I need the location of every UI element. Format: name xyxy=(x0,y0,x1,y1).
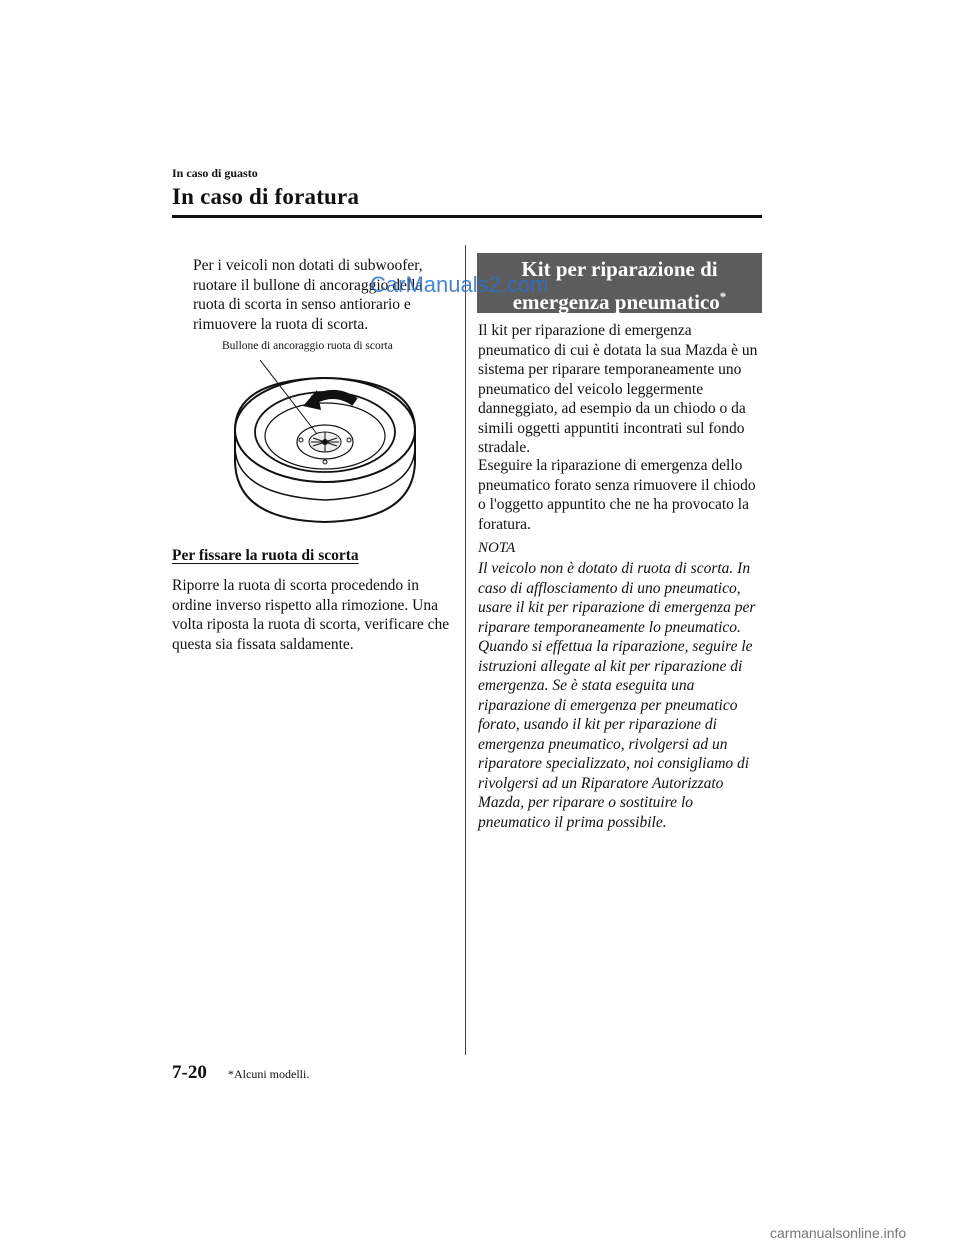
repair-instruction-paragraph: Eseguire la riparazione di emergenza dello pneumatico forato senza rimuovere il chiodo o l'oggetto appuntito che ne ha provocato la foratura. xyxy=(478,457,756,533)
page-number: 7-20 xyxy=(172,1062,207,1083)
title-rule xyxy=(172,215,762,218)
banner-line-1: Kit per riparazione di xyxy=(521,257,718,281)
page-title: In caso di foratura xyxy=(172,184,360,209)
kit-description-paragraph: Il kit per riparazione di emergenza pneumatico di cui è dotata la sua Mazda è un sistema per riparare temporaneamente uno pneumatico del veicolo leggermente danneggiato, ad esempio da un chiodo o da simili oggetti appuntiti incontrati sul fondo stradale. xyxy=(478,322,758,456)
chapter-label: In caso di guasto xyxy=(172,166,258,180)
note-text: Il veicolo non è dotato di ruota di scorta. In caso di afflosciamento di uno pneumatico, usare il kit per riparazione di emergenza per riparare temporaneamente lo pneumatico. Quando si effettua la riparazione, seguire le istruzioni allegate al kit per riparazione di emergenza. Se è stata eseguita una riparazione di emergenza per pneumatico forato, usando il kit per riparazione di emergenza pneumatico, rivolgersi ad un riparatore specializzato, noi consigliamo di rivolgersi ad un Riparatore Autorizzato Mazda, per riparare o sostituire lo pneumatico il prima possibile. xyxy=(478,560,756,831)
figure-callout: Bullone di ancoraggio ruota di scorta xyxy=(222,340,393,352)
footnote: *Alcuni modelli. xyxy=(228,1067,310,1081)
spare-wheel-illustration xyxy=(225,360,425,540)
refit-paragraph: Riporre la ruota di scorta procedendo in ordine inverso rispetto alla rimozione. Una volta riposta la ruota di scorta, verificare che questa sia fissata saldamente. xyxy=(172,577,450,653)
note-label: NOTA xyxy=(478,540,516,556)
watermark-bottom: carmanualsonline.info xyxy=(770,1225,907,1241)
instruction-paragraph: Per i veicoli non dotati di subwoofer, ruotare il bullone di ancoraggio della ruota di scorta in senso antiorario e rimuovere la ruota di scorta. xyxy=(193,257,423,333)
watermark-top: CarManuals2.com xyxy=(370,272,549,297)
footnote-mark: * xyxy=(719,289,727,304)
column-divider xyxy=(465,245,466,1055)
banner-line-2: emergenza pneumatico* xyxy=(512,289,727,314)
section-subheading: Per fissare la ruota di scorta xyxy=(172,547,359,564)
